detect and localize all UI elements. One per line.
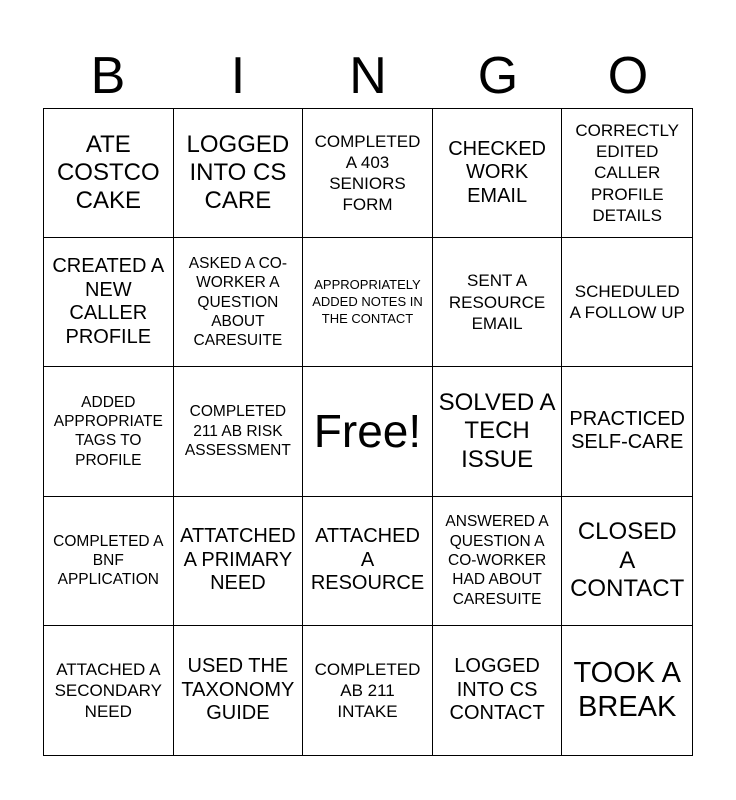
bingo-cell-r4c4[interactable] (433, 497, 563, 626)
bingo-header (43, 44, 693, 108)
cell-text: COMPLETED A BNF APPLICATION (53, 532, 164, 589)
bingo-cell-r1c4[interactable] (433, 109, 563, 238)
cell-text: ATTACHED A SECONDARY NEED (54, 659, 162, 722)
bingo-cell-r2c1[interactable] (44, 238, 174, 367)
bingo-cell-r5c4[interactable] (433, 626, 563, 755)
cell-text: LOGGED INTO CS CONTACT (449, 655, 545, 725)
cell-text: ATE COSTCO CAKE (56, 130, 160, 215)
bingo-cell-r3c2[interactable] (174, 367, 304, 496)
cell-text: SCHEDULED A FOLLOW UP (569, 282, 685, 323)
cell-text: SOLVED A TECH ISSUE (438, 389, 556, 473)
cell-text: SENT A RESOURCE EMAIL (448, 271, 546, 333)
header-letter-i: I (230, 47, 246, 105)
bingo-cell-r5c5[interactable] (562, 626, 692, 755)
bingo-cell-r2c4[interactable] (433, 238, 563, 367)
cell-text: CORRECTLY EDITED CALLER PROFILE DETAILS (575, 120, 679, 225)
bingo-cell-r4c1[interactable] (44, 497, 174, 626)
free-space-text: Free! (313, 405, 422, 458)
cell-text: ATTATCHED A PRIMARY NEED (180, 525, 296, 595)
bingo-cell-r3c4[interactable] (433, 367, 563, 496)
header-letter-o: O (607, 47, 649, 105)
cell-text: CREATED A NEW CALLER PROFILE (52, 255, 165, 348)
cell-text: COMPLETED 211 AB RISK ASSESSMENT (184, 403, 291, 460)
cell-text: ATTACHED A RESOURCE (310, 525, 425, 595)
bingo-cell-r2c2[interactable] (174, 238, 304, 367)
cell-text: LOGGED INTO CS CARE (186, 130, 290, 215)
header-letter-b: B (90, 47, 126, 105)
bingo-cell-r2c3[interactable] (303, 238, 433, 367)
bingo-cell-r1c3[interactable] (303, 109, 433, 238)
cell-text: CHECKED WORK EMAIL (448, 137, 546, 207)
bingo-cell-r1c1[interactable] (44, 109, 174, 238)
bingo-cell-r2c5[interactable] (562, 238, 692, 367)
bingo-cell-r5c2[interactable] (174, 626, 304, 755)
cell-text: ANSWERED A QUESTION A CO-WORKER HAD ABOUT CARESUITE (445, 513, 549, 608)
bingo-cell-r4c2[interactable] (174, 497, 304, 626)
bingo-cell-r3c1[interactable] (44, 367, 174, 496)
cell-text: COMPLETED AB 211 INTAKE (314, 659, 421, 722)
bingo-cell-r3c5[interactable] (562, 367, 692, 496)
bingo-cell-r5c3[interactable] (303, 626, 433, 755)
header-letter-n: N (349, 47, 387, 105)
bingo-board (43, 108, 693, 756)
bingo-cell-free[interactable] (303, 367, 433, 496)
cell-text: TOOK A BREAK (573, 657, 681, 724)
cell-text: USED THE TAXONOMY GUIDE (181, 655, 295, 725)
bingo-cell-r4c5[interactable] (562, 497, 692, 626)
cell-text: PRACTICED SELF-CARE (569, 407, 685, 454)
cell-text: ASKED A CO-WORKER A QUESTION ABOUT CARESUITE (188, 254, 287, 350)
bingo-cell-r1c5[interactable] (562, 109, 692, 238)
cell-text: COMPLETED A 403 SENIORS FORM (314, 131, 421, 215)
bingo-cell-r5c1[interactable] (44, 626, 174, 755)
cell-text: ADDED APPROPRIATE TAGS TO PROFILE (53, 393, 163, 469)
cell-text: APPROPRIATELY ADDED NOTES IN THE CONTACT (312, 276, 423, 326)
header-letter-g: G (477, 47, 519, 105)
cell-text: CLOSED A CONTACT (570, 518, 685, 602)
bingo-cell-r1c2[interactable] (174, 109, 304, 238)
bingo-cell-r4c3[interactable] (303, 497, 433, 626)
